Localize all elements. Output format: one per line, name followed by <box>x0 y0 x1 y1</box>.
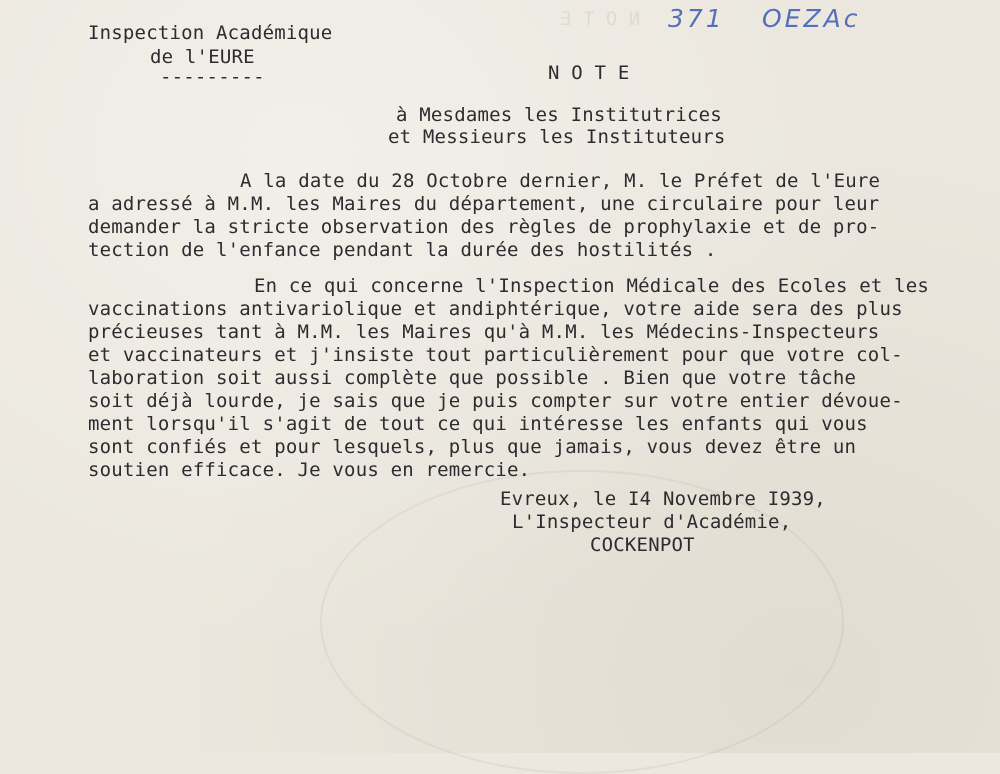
signature-place-date: Evreux, le I4 Novembre I939, <box>500 488 826 510</box>
body-line: laboration soit aussi complète que possible . Bien que votre tâche <box>88 367 857 389</box>
issuer-name: Inspection Académique <box>88 22 333 44</box>
signatory-name: COCKENPOT <box>590 534 695 556</box>
addressee-line: et Messieurs les Instituteurs <box>388 126 726 148</box>
body-line: soit déjà lourde, je sais que je puis compter sur votre entier dévoue- <box>88 390 903 412</box>
body-line: En ce qui concerne l'Inspection Médicale des Ecoles et les <box>254 275 930 297</box>
handwritten-code: OEZAc <box>762 4 861 33</box>
body-line: et vaccinateurs et j'insiste tout particulièrement pour que votre col- <box>88 344 903 366</box>
signatory-title: L'Inspecteur d'Académie, <box>512 511 792 533</box>
body-line: ment lorsqu'il s'agit de tout ce qui intéresse les enfants qui vous <box>88 413 868 435</box>
body-line: sont confiés et pour lesquels, plus que jamais, vous devez être un <box>88 436 857 458</box>
body-line: a adressé à M.M. les Maires du département, une circulaire pour leur <box>88 193 880 215</box>
body-line: tection de l'enfance pendant la durée des hostilités . <box>88 239 717 261</box>
body-line: soutien efficace. Je vous en remercie. <box>88 459 531 481</box>
addressee-line: à Mesdames les Institutrices <box>396 104 722 126</box>
document-title: N O T E <box>548 62 630 84</box>
body-line: précieuses tant à M.M. les Maires qu'à M.M. les Médecins-Inspecteurs <box>88 321 880 343</box>
body-line: A la date du 28 Octobre dernier, M. le Préfet de l'Eure <box>240 170 881 192</box>
issuer-rule: --------- <box>160 66 265 88</box>
handwritten-code: 371 <box>668 4 725 33</box>
body-line: vaccinations antivariolique et andiphtérique, votre aide sera des plus <box>88 298 903 320</box>
bleed-through-text: N O T E <box>560 8 641 30</box>
body-line: demander la stricte observation des règles de prophylaxie et de pro- <box>88 216 880 238</box>
issuer-department: de l'EURE <box>150 46 255 68</box>
